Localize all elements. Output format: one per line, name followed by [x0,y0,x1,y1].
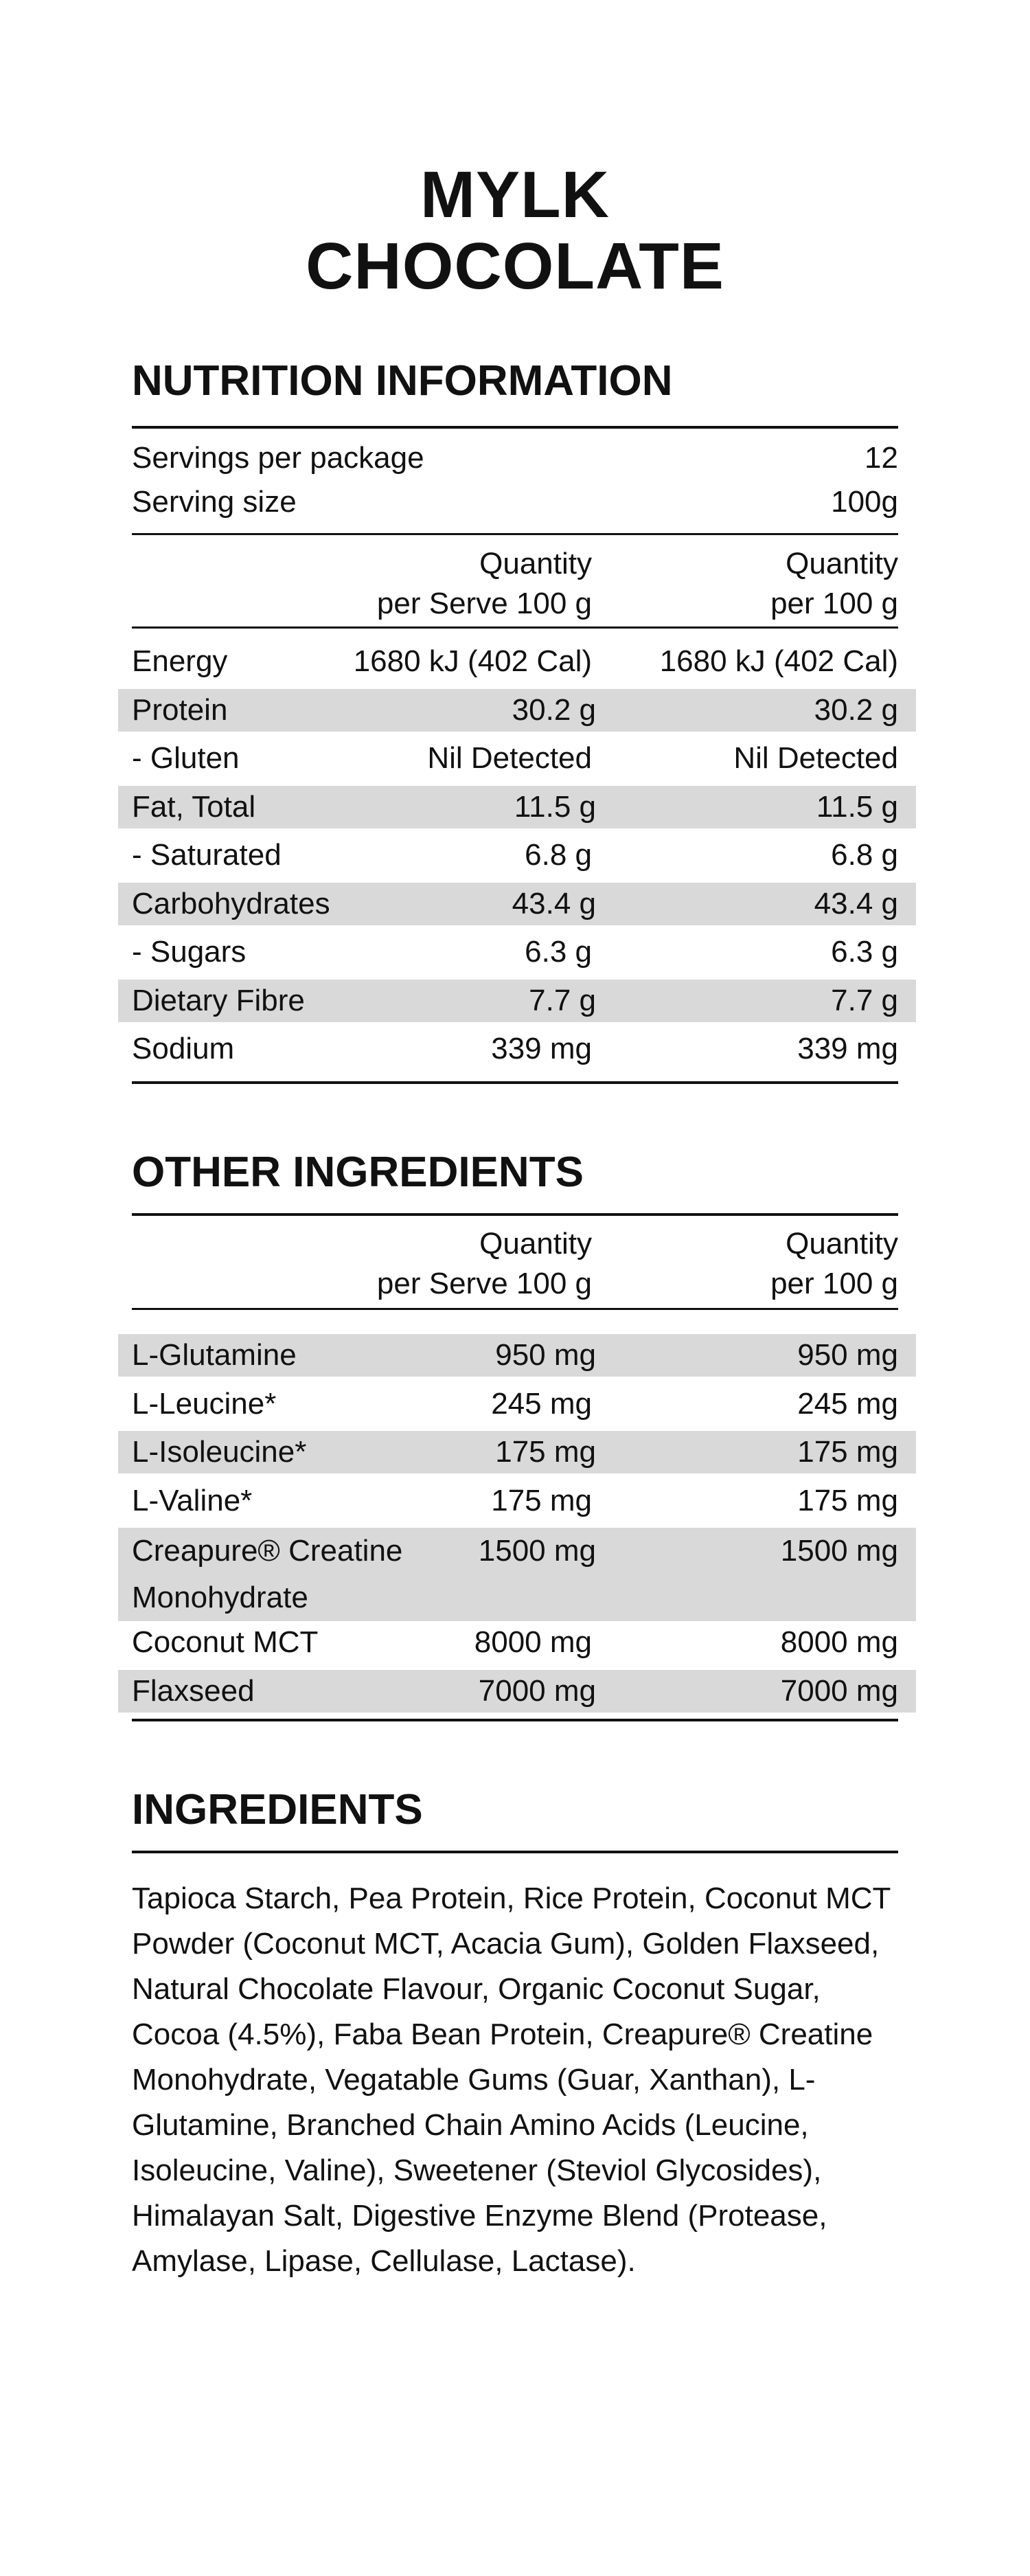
nutrition-row-per-100g: 1680 kJ (402 Cal) [659,644,898,678]
other-ingredient-row-per-100g: 175 mg [797,1483,898,1517]
other-ingredient-row-per-100g: 1500 mg [780,1534,898,1568]
servings-value: 12 [865,441,898,475]
nutrition-row-per-100g: Nil Detected [733,741,898,775]
nutrition-row-per-serve: 1680 kJ (402 Cal) [353,644,592,678]
nutrition-row-name: Carbohydrates [132,886,330,920]
nutrition-row-per-serve: Nil Detected [427,741,592,775]
other-ingredient-row-per-serve: 950 mg [495,1338,596,1372]
servings-row [132,437,898,479]
nutrition-row-per-serve: 339 mg [491,1032,592,1065]
nutrition-row-per-100g: 7.7 g [831,983,898,1017]
nutrition-row-name: - Sugars [132,935,247,969]
nutrition-row-per-100g: 6.3 g [831,935,898,969]
nutrition-row-per-100g: 6.8 g [831,838,898,872]
serving-size-row [132,481,898,523]
other-ingredient-row [132,1621,898,1664]
nutrition-columns-rule [132,626,898,629]
other-ingredient-row-per-100g: 8000 mg [780,1625,898,1659]
other-ingredient-row [118,1334,916,1377]
nutrition-row [132,737,898,780]
other-ingredient-row-per-serve: 245 mg [491,1386,592,1421]
serving-size-value: 100g [831,485,898,519]
nutrition-row [132,931,898,973]
other-ingredient-row-name: Creapure® Creatine Monohydrate [132,1534,403,1614]
other-ingredient-row [132,1383,898,1425]
nutrition-row-per-serve: 43.4 g [512,886,596,920]
nutrition-bottom-rule [132,1081,898,1084]
other-ingredient-row-per-serve: 175 mg [495,1435,596,1469]
nutrition-row-per-100g: 339 mg [797,1032,898,1065]
product-title-line2: CHOCOLATE [306,229,724,303]
other-ingredient-row [118,1528,916,1621]
nutrition-row [118,980,916,1022]
nutrition-row-name: Protein [132,692,228,727]
other-ingredient-row-per-100g: 175 mg [797,1435,898,1469]
ingredients-list: Tapioca Starch, Pea Protein, Rice Protein, Coconut MCT Powder (Coconut MCT, Acacia Gum), Golden Flaxseed, Natural Chocolate Flavour, Organic Coconut Sugar, Cocoa (4.5%), Faba Bean Protein, Creapure® Creatine Monohydrate, Vegatable Gums (Guar, Xanthan), L-Glutamine, Branched Chain Amino Acids (Leucine, Isoleucine, Valine), Sweetener (Steviol Glycosides), Himalayan Salt, Digestive Enzyme Blend (Protease, Amylase, Lipase, Cellulase, Lactase). [132,1882,891,2278]
nutrition-row [118,689,916,732]
nutrition-top-rule [132,426,898,429]
nutrition-row-per-serve: 6.8 g [525,838,592,872]
nutrition-col-per-serve-header: Quantity per Serve 100 g [376,547,592,620]
other-ingredient-row [118,1431,916,1473]
other-ingredient-row-name: Coconut MCT [132,1625,319,1659]
nutrition-row-per-100g: 43.4 g [814,886,898,920]
other-ingredients-bottom-rule [132,1719,898,1721]
serving-size-label: Serving size [132,485,297,519]
other-ingredient-row-name: L-Leucine* [132,1386,277,1421]
other-ingredient-row-per-serve: 8000 mg [474,1625,592,1659]
other-ingredient-row-name: L-Glutamine [132,1338,297,1372]
servings-label: Servings per package [132,441,424,475]
other-ingredients-top-rule [132,1213,898,1216]
other-ingredient-row-name: L-Isoleucine* [132,1435,307,1469]
other-ingredients-heading: OTHER INGREDIENTS [132,1149,584,1196]
nutrition-row-name: - Saturated [132,838,282,872]
other-col-per-100g-header: Quantity per 100 g [770,1227,898,1300]
other-ingredients-columns-rule [132,1308,898,1310]
nutrition-row-name: Fat, Total [132,789,256,824]
other-ingredient-row-per-100g: 950 mg [797,1338,898,1372]
other-ingredient-row-per-serve: 1500 mg [478,1534,596,1568]
other-col-per-serve-header: Quantity per Serve 100 g [376,1227,592,1300]
nutrition-col-per-100g-header: Quantity per 100 g [770,547,898,620]
product-title [0,159,1030,302]
nutrition-row [132,834,898,877]
nutrition-row-per-100g: 11.5 g [816,789,898,824]
nutrition-row-name: Energy [132,644,228,678]
nutrition-row-per-100g: 30.2 g [814,692,898,727]
nutrition-row [132,640,898,683]
nutrition-row-name: Sodium [132,1032,235,1065]
nutrition-row-per-serve: 7.7 g [529,983,596,1017]
nutrition-heading: NUTRITION INFORMATION [132,357,673,405]
other-ingredient-row-name: Flaxseed [132,1673,255,1708]
nutrition-row-name: Dietary Fibre [132,983,305,1017]
nutrition-row-per-serve: 6.3 g [525,935,592,969]
other-ingredient-row-name: L-Valine* [132,1483,253,1517]
nutrition-header-rule [132,533,898,535]
other-ingredient-row-per-100g: 245 mg [797,1386,898,1421]
product-title-line1: MYLK [420,158,610,231]
ingredients-heading: INGREDIENTS [132,1786,423,1833]
ingredients-top-rule [132,1851,898,1853]
nutrition-row [118,883,916,925]
other-ingredient-row-per-serve: 7000 mg [478,1673,596,1708]
other-ingredient-row-per-serve: 175 mg [491,1483,592,1517]
other-ingredient-row [118,1670,916,1713]
nutrition-row-per-serve: 30.2 g [512,692,596,727]
nutrition-row-per-serve: 11.5 g [514,789,596,824]
nutrition-row [132,1028,898,1070]
nutrition-row [118,786,916,828]
other-ingredient-row-per-100g: 7000 mg [780,1673,898,1708]
other-ingredient-row [132,1480,898,1522]
nutrition-row-name: - Gluten [132,741,240,775]
